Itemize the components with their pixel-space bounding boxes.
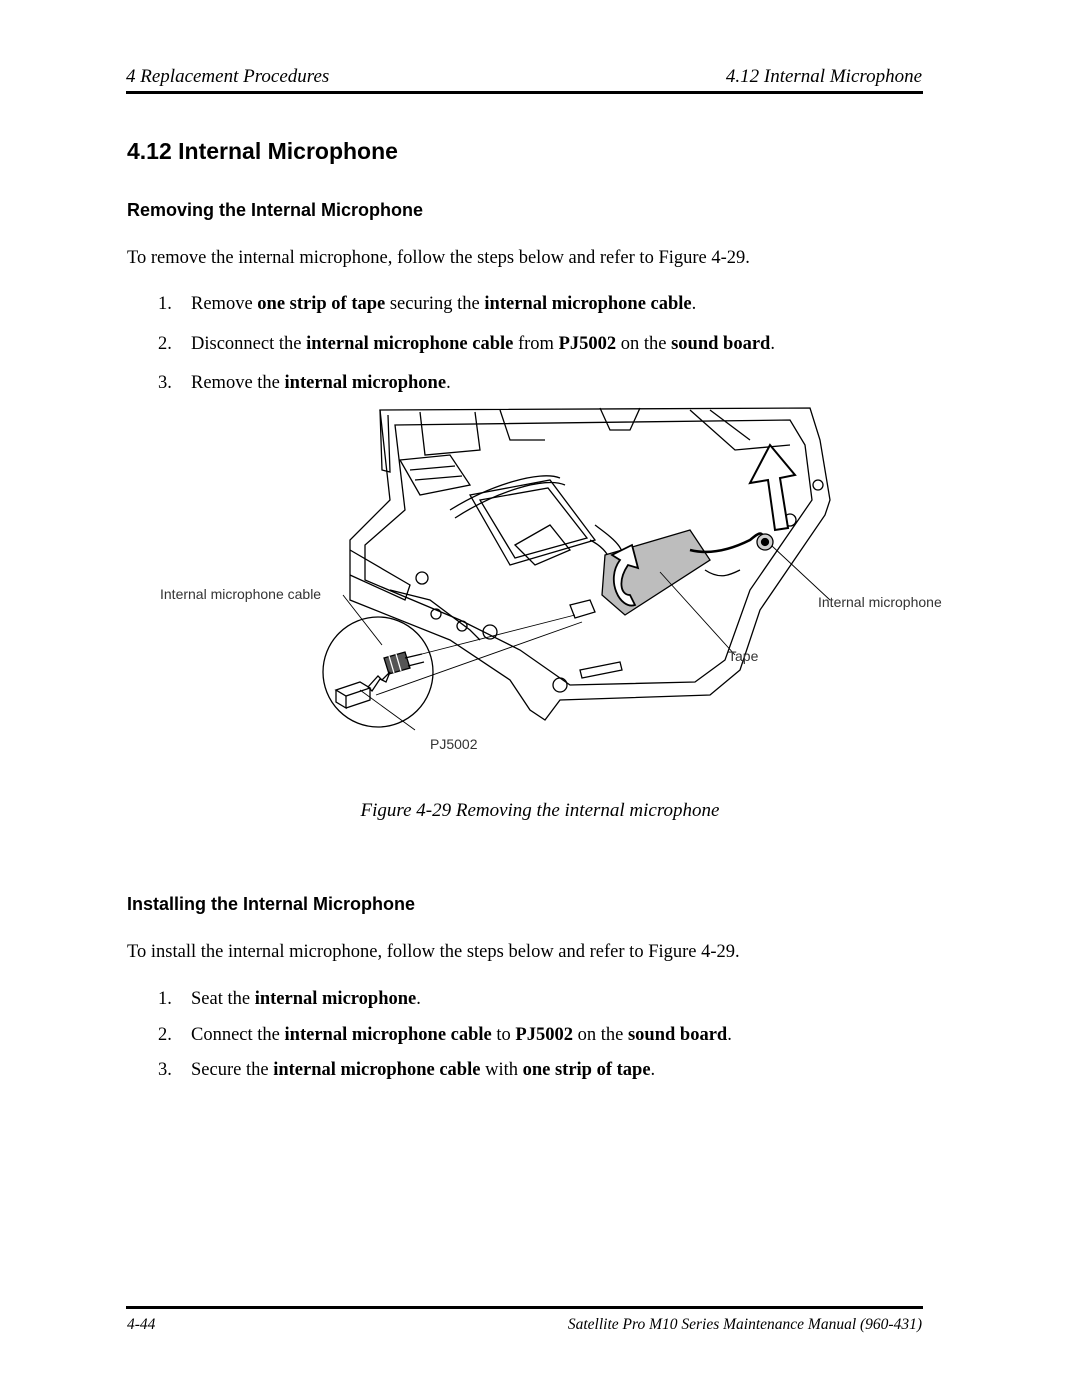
step-number: 3. xyxy=(158,373,172,393)
removing-heading: Removing the Internal Microphone xyxy=(127,200,424,220)
magnified-inset xyxy=(323,617,433,727)
removing-step-1 xyxy=(158,294,696,315)
manual-title: Satellite Pro M10 Series Maintenance Manual (960-431) xyxy=(567,1316,922,1333)
step-bold-term: one strip of tape xyxy=(522,1060,651,1080)
step-text: Secure the xyxy=(191,1060,274,1080)
label-microphone: Internal microphone xyxy=(818,594,942,610)
step-bold-term: internal microphone xyxy=(254,989,417,1009)
step-text: . xyxy=(446,373,451,393)
page-title: 4.12 Internal Microphone xyxy=(127,138,398,164)
step-text: Seat the xyxy=(191,989,255,1009)
step-text: Remove xyxy=(191,294,258,314)
figure-caption: Figure 4-29 Removing the internal microphone xyxy=(360,800,720,821)
label-tape: Tape xyxy=(728,648,759,664)
label-pj5002: PJ5002 xyxy=(430,736,478,752)
chassis-outline xyxy=(350,408,830,720)
step-text: on the xyxy=(616,334,672,354)
step-text: securing the xyxy=(385,294,485,314)
chapter-title: 4 Replacement Procedures xyxy=(126,66,330,87)
step-text: to xyxy=(491,1025,516,1045)
step-number: 1. xyxy=(158,989,172,1009)
label-microphone-cable: Internal microphone cable xyxy=(160,586,322,602)
installing-step-3 xyxy=(158,1060,655,1081)
removing-step-2 xyxy=(158,334,775,355)
step-text: from xyxy=(513,334,559,354)
step-text: . xyxy=(691,294,697,314)
installing-intro: To install the internal microphone, follow the steps below and refer to Figure 4-29. xyxy=(127,942,740,962)
header-rule xyxy=(126,91,923,94)
step-text: on the xyxy=(572,1025,628,1045)
step-text: Disconnect the xyxy=(191,334,307,354)
step-bold-term: internal microphone xyxy=(284,373,447,393)
lift-arrow-up xyxy=(750,445,795,530)
step-bold-term: sound board xyxy=(627,1025,728,1045)
removing-intro: To remove the internal microphone, follow the steps below and refer to Figure 4-29. xyxy=(127,248,750,268)
figure-removing-microphone xyxy=(150,400,970,760)
footer-rule xyxy=(126,1306,923,1309)
wireless-card xyxy=(470,480,595,565)
step-bold-term: internal microphone cable xyxy=(484,294,692,314)
step-number: 2. xyxy=(158,1025,172,1045)
step-text: with xyxy=(480,1060,523,1080)
installing-heading: Installing the Internal Microphone xyxy=(127,894,416,914)
step-bold-term: PJ5002 xyxy=(515,1025,573,1045)
step-bold-term: internal microphone cable xyxy=(284,1025,492,1045)
running-header xyxy=(126,66,922,90)
installing-step-1 xyxy=(158,989,421,1010)
installing-step-2 xyxy=(158,1025,732,1046)
step-number: 1. xyxy=(158,294,172,314)
step-text: Connect the xyxy=(191,1025,285,1045)
laptop-diagram xyxy=(150,400,970,760)
step-bold-term: internal microphone cable xyxy=(306,334,514,354)
step-text: . xyxy=(727,1025,732,1045)
removing-step-3 xyxy=(158,373,451,394)
step-text: . xyxy=(650,1060,656,1080)
step-text: . xyxy=(770,334,775,354)
step-text: . xyxy=(416,989,421,1009)
step-bold-term: internal microphone cable xyxy=(273,1060,481,1080)
page-number: 4-44 xyxy=(127,1316,156,1333)
step-bold-term: sound board xyxy=(671,334,771,354)
step-bold-term: one strip of tape xyxy=(257,294,386,314)
step-number: 2. xyxy=(158,334,172,354)
step-text: Remove the xyxy=(191,373,285,393)
section-title: 4.12 Internal Microphone xyxy=(725,66,922,87)
step-number: 3. xyxy=(158,1060,172,1080)
step-bold-term: PJ5002 xyxy=(558,334,617,354)
